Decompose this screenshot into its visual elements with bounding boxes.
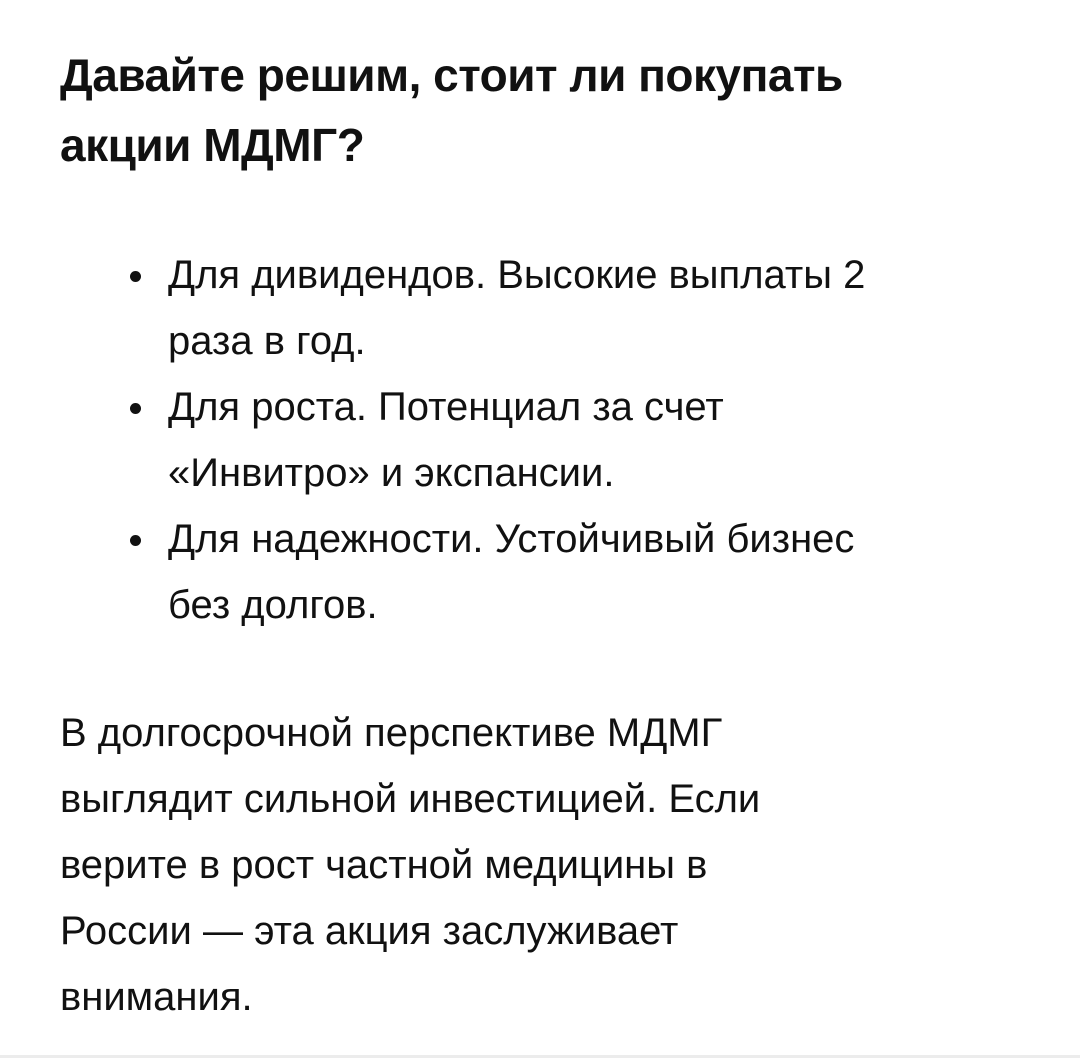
list-item-text: Для дивидендов. Высокие выплаты 2 bbox=[168, 253, 866, 297]
conclusion-paragraph bbox=[60, 700, 940, 1030]
list-item bbox=[130, 506, 1030, 638]
bullet-dot-icon bbox=[130, 271, 141, 282]
reasons-list bbox=[130, 242, 1030, 638]
list-item-text: раза в год. bbox=[168, 319, 366, 363]
list-item-text: без долгов. bbox=[168, 583, 378, 627]
article-content bbox=[60, 40, 1050, 1019]
bullet-dot-icon bbox=[130, 535, 141, 546]
paragraph-line: внимания. bbox=[60, 975, 253, 1019]
paragraph-line: В долгосрочной перспективе МДМГ bbox=[60, 711, 723, 755]
paragraph-line: верите в рост частной медицины в bbox=[60, 843, 708, 887]
heading-line: акции МДМГ? bbox=[60, 119, 365, 171]
paragraph-line: России — эта акция заслуживает bbox=[60, 909, 679, 953]
heading-line: Давайте решим, стоит ли покупать bbox=[60, 49, 843, 101]
bullet-dot-icon bbox=[130, 403, 141, 414]
list-item bbox=[130, 242, 1030, 374]
list-item-text: Для надежности. Устойчивый бизнес bbox=[168, 517, 855, 561]
list-item-text: «Инвитро» и экспансии. bbox=[168, 451, 615, 495]
paragraph-line: выглядит сильной инвестицией. Если bbox=[60, 777, 761, 821]
article-heading bbox=[60, 40, 1050, 180]
list-item-text: Для роста. Потенциал за счет bbox=[168, 385, 724, 429]
list-item bbox=[130, 374, 1030, 506]
